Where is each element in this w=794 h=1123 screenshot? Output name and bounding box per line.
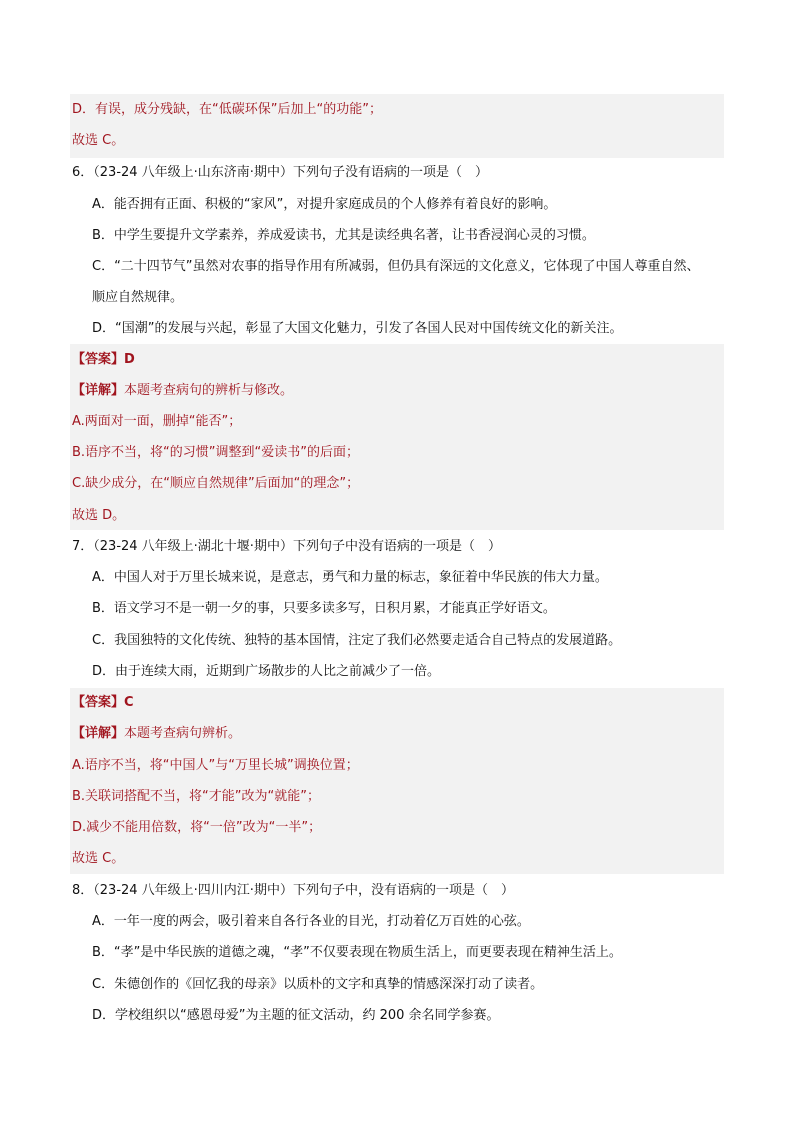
choose-line-q6: 故选 D。 bbox=[72, 508, 126, 523]
answer-tag: 【答案】 bbox=[72, 695, 125, 710]
answer-tag: 【答案】 bbox=[72, 352, 125, 367]
answer-line-q6 bbox=[72, 351, 135, 369]
question-8-option-b: B．“孝”是中华民族的道德之魂，“孝”不仅要表现在物质生活上，而更要表现在精神生活上。 bbox=[92, 945, 622, 960]
question-6-stem: 6．（23-24 八年级上·山东济南·期中）下列句子没有语病的一项是（ ） bbox=[72, 165, 488, 180]
detail-text: 本题考查病句的辨析与修改。 bbox=[124, 383, 294, 398]
question-6-option-c-cont: 顺应自然规律。 bbox=[92, 290, 184, 305]
question-7-option-d: D．由于连续大雨，近期到广场散步的人比之前减少了一倍。 bbox=[92, 664, 441, 679]
explanation-a-q7: A.语序不当，将“中国人”与“万里长城”调换位置； bbox=[72, 758, 359, 773]
question-8-stem: 8．（23-24 八年级上·四川内江·期中）下列句子中，没有语病的一项是（ ） bbox=[72, 883, 514, 898]
question-6-option-c: C．“二十四节气”虽然对农事的指导作用有所减弱，但仍具有深远的文化意义，它体现了中国人尊重自然、 bbox=[92, 259, 700, 274]
detail-text: 本题考查病句辨析。 bbox=[124, 726, 242, 741]
answer-block-q7 bbox=[70, 688, 724, 874]
detail-tag: 【详解】 bbox=[72, 726, 125, 741]
explanation-a-q6: A.两面对一面，删掉“能否”； bbox=[72, 414, 242, 429]
explanation-d-line: D．有误，成分残缺，在“低碳环保”后加上“的功能”； bbox=[72, 102, 382, 117]
question-6-option-d: D．“国潮”的发展与兴起，彰显了大国文化魅力，引发了各国人民对中国传统文化的新关注。 bbox=[92, 321, 623, 336]
question-7-option-a: A．中国人对于万里长城来说，是意志，勇气和力量的标志，象征着中华民族的伟大力量。 bbox=[92, 570, 608, 585]
explanation-d-q7: D.减少不能用倍数，将“一倍”改为“一半”； bbox=[72, 820, 322, 835]
question-8-option-c: C．朱德创作的《回忆我的母亲》以质朴的文字和真挚的情感深深打动了读者。 bbox=[92, 977, 544, 992]
detail-line-q6 bbox=[72, 382, 293, 400]
choose-line: 故选 C。 bbox=[72, 133, 125, 148]
explanation-b-q6: B.语序不当，将“的习惯”调整到“爱读书”的后面； bbox=[72, 445, 359, 460]
question-6-option-b: B．中学生要提升文学素养，养成爱读书，尤其是读经典名著，让书香浸润心灵的习惯。 bbox=[92, 228, 595, 243]
answer-value: D bbox=[124, 352, 135, 367]
explanation-b-q7: B.关联词搭配不当，将“才能”改为“就能”； bbox=[72, 789, 320, 804]
answer-block-q6 bbox=[70, 344, 724, 530]
question-6-option-a: A．能否拥有正面、积极的“家风”，对提升家庭成员的个人修养有着良好的影响。 bbox=[92, 197, 557, 212]
question-7-option-b: B．语文学习不是一朝一夕的事，只要多读多写，日积月累，才能真正学好语文。 bbox=[92, 601, 556, 616]
question-8-option-d: D．学校组织以“感恩母爱”为主题的征文活动，约 200 余名同学参赛。 bbox=[92, 1008, 500, 1023]
detail-tag: 【详解】 bbox=[72, 383, 125, 398]
detail-line-q7 bbox=[72, 725, 241, 743]
answer-line-q7 bbox=[72, 694, 134, 712]
question-8-option-a: A．一年一度的两会，吸引着来自各行各业的目光，打动着亿万百姓的心弦。 bbox=[92, 914, 530, 929]
explanation-c-q6: C.缺少成分，在“顺应自然规律”后面加“的理念”； bbox=[72, 476, 360, 491]
question-7-stem: 7．（23-24 八年级上·湖北十堰·期中）下列句子中没有语病的一项是（ ） bbox=[72, 539, 501, 554]
answer-value: C bbox=[124, 695, 134, 710]
question-7-option-c: C．我国独特的文化传统、独特的基本国情，注定了我们必然要走适合自己特点的发展道路。 bbox=[92, 633, 622, 648]
choose-line-q7: 故选 C。 bbox=[72, 851, 125, 866]
